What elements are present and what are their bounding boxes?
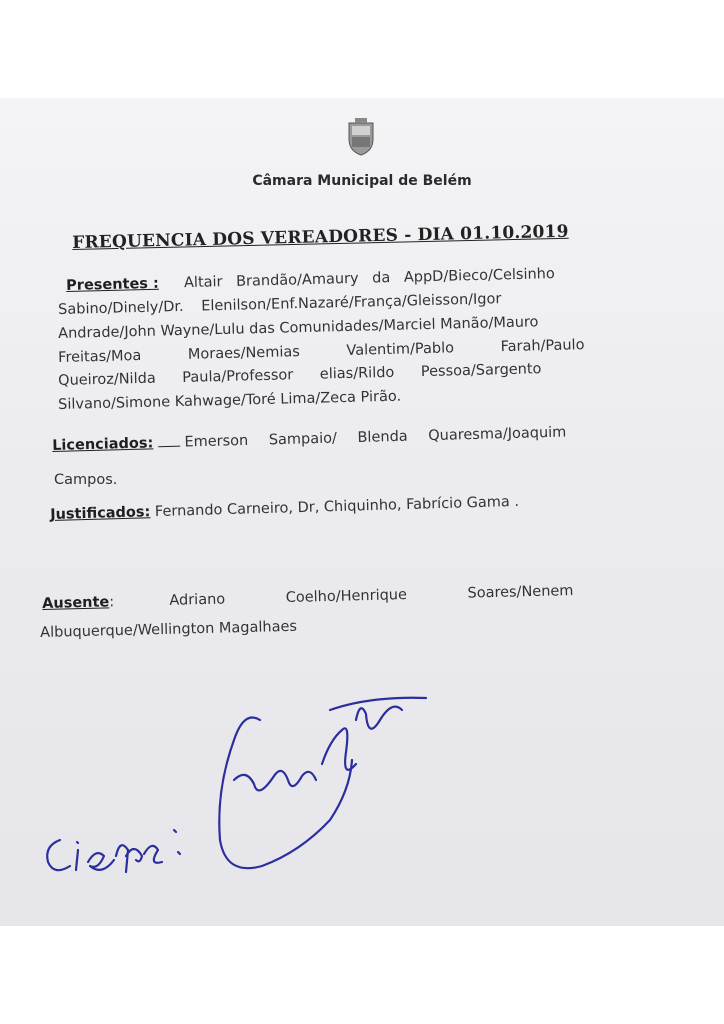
- handwritten-signature: [30, 680, 430, 900]
- document-title: FREQUENCIA DOS VEREADORES - DIA 01.10.2019: [72, 221, 569, 253]
- presentes-line: Sabino/Dinely/Dr. Elenilson/Enf.Nazaré/França/Gleisson/Igor: [58, 291, 502, 318]
- presentes-line: Queiroz/Nilda Paula/Professor elias/Rildo Pessoa/Sargento: [58, 361, 542, 389]
- presentes-line: Silvano/Simone Kahwage/Toré Lima/Zeca Pirão.: [58, 388, 402, 413]
- presentes-line: Altair Brandão/Amaury da AppD/Bieco/Celsinho: [183, 266, 555, 292]
- presentes-line: Andrade/John Wayne/Lulu das Comunidades/Marciel Manão/Mauro: [58, 314, 539, 342]
- ausente-label: Ausente: [42, 594, 110, 612]
- presentes-label: Presentes :: [66, 275, 160, 294]
- institution-name: Câmara Municipal de Belém: [252, 173, 472, 189]
- licenciados-label: Licenciados:: [52, 435, 154, 454]
- presentes-line: Freitas/Moa Moraes/Nemias Valentim/Pablo Farah/Paulo: [58, 337, 585, 366]
- justificados-text: Fernando Carneiro, Dr, Chiquinho, Fabrício Gama .: [154, 493, 520, 521]
- justificados-label: Justificados:: [50, 504, 151, 523]
- coat-of-arms-icon: [345, 117, 377, 157]
- licenciados-line: Emerson Sampaio/ Blenda Quaresma/Joaquim: [184, 424, 567, 451]
- licenciados-line: Campos.: [54, 472, 118, 488]
- ausente-line: Albuquerque/Wellington Magalhaes: [40, 618, 298, 641]
- ausente-line: Adriano Coelho/Henrique Soares/Nenem: [169, 583, 574, 609]
- ausente-colon: :: [109, 594, 115, 611]
